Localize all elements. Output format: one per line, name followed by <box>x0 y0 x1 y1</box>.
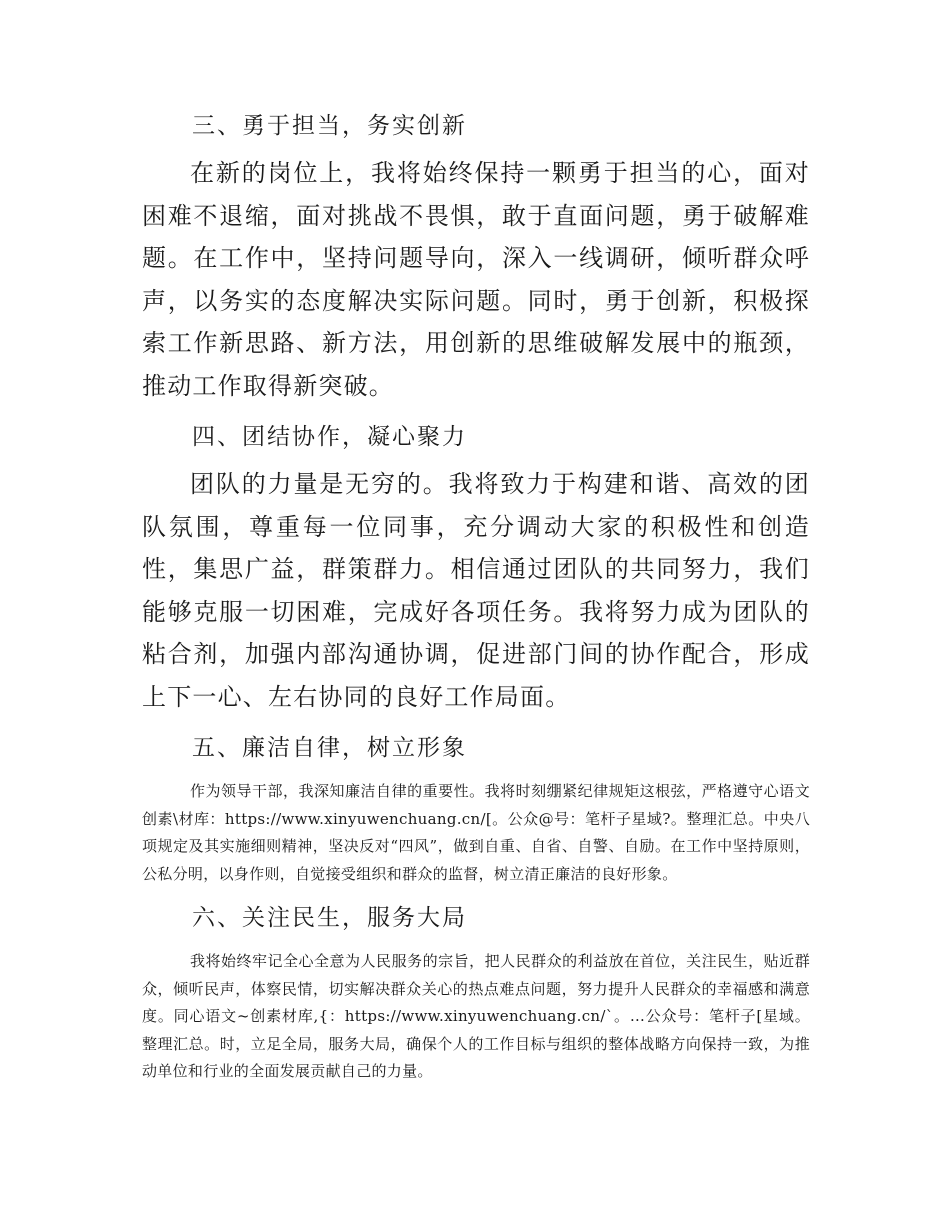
section-heading-6: 六、关注民生，服务大局 <box>192 905 467 931</box>
section-heading-3: 三、勇于担当，务实创新 <box>192 113 467 139</box>
section-heading-5: 五、廉洁自律，树立形象 <box>192 735 467 761</box>
section-body-4: 团队的力量是无穷的。我将致力于构建和谐、高效的团队氛围，尊重每一位同事，充分调动大家的积极性和创造性，集思广益，群策群力。相信通过团队的共同努力，我们能够克服一切困难，完成好各项任务。我将努力成为团队的粘合剂，加强内部沟通协调，促进部门间的协作配合，形成上下一心、左右协同的良好工作局面。 <box>142 470 810 711</box>
document-page <box>142 104 810 1086</box>
section-body-3: 在新的岗位上，我将始终保持一颗勇于担当的心，面对困难不退缩，面对挑战不畏惧，敢于直面问题，勇于破解难题。在工作中，坚持问题导向，深入一线调研，倾听群众呼声，以务实的态度解决实际问题。同时，勇于创新，积极探索工作新思路、新方法，用创新的思维破解发展中的瓶颈，推动工作取得新突破。 <box>142 159 810 400</box>
section-heading-4: 四、团结协作，凝心聚力 <box>192 424 467 450</box>
section-body-6: 我将始终牢记全心全意为人民服务的宗旨，把人民群众的利益放在首位，关注民生，贴近群众，倾听民声，体察民情，切实解决群众关心的热点难点问题，努力提升人民群众的幸福感和满意度。同心语文~创素材库,{：https://www.xinyuwenchuang.cn/`。…公众号：笔杆子[星域。整理汇总。时，立足全局，服务大局，确保个人的工作目标与组织的整体战略方向保持一致，为推动单位和行业的全面发展贡献自己的力量。 <box>142 952 810 1080</box>
section-body-5: 作为领导干部，我深知廉洁自律的重要性。我将时刻绷紧纪律规矩这根弦，严格遵守心语文创素\材库：https://www.xinyuwenchuang.cn/[。公众@号：笔杆子星域?。整理汇总。中央八项规定及其实施细则精神，坚决反对“四风”，做到自重、自省、自警、自励。在工作中坚持原则，公私分明，以身作则，自觉接受组织和群众的监督，树立清正廉洁的良好形象。 <box>142 782 810 883</box>
